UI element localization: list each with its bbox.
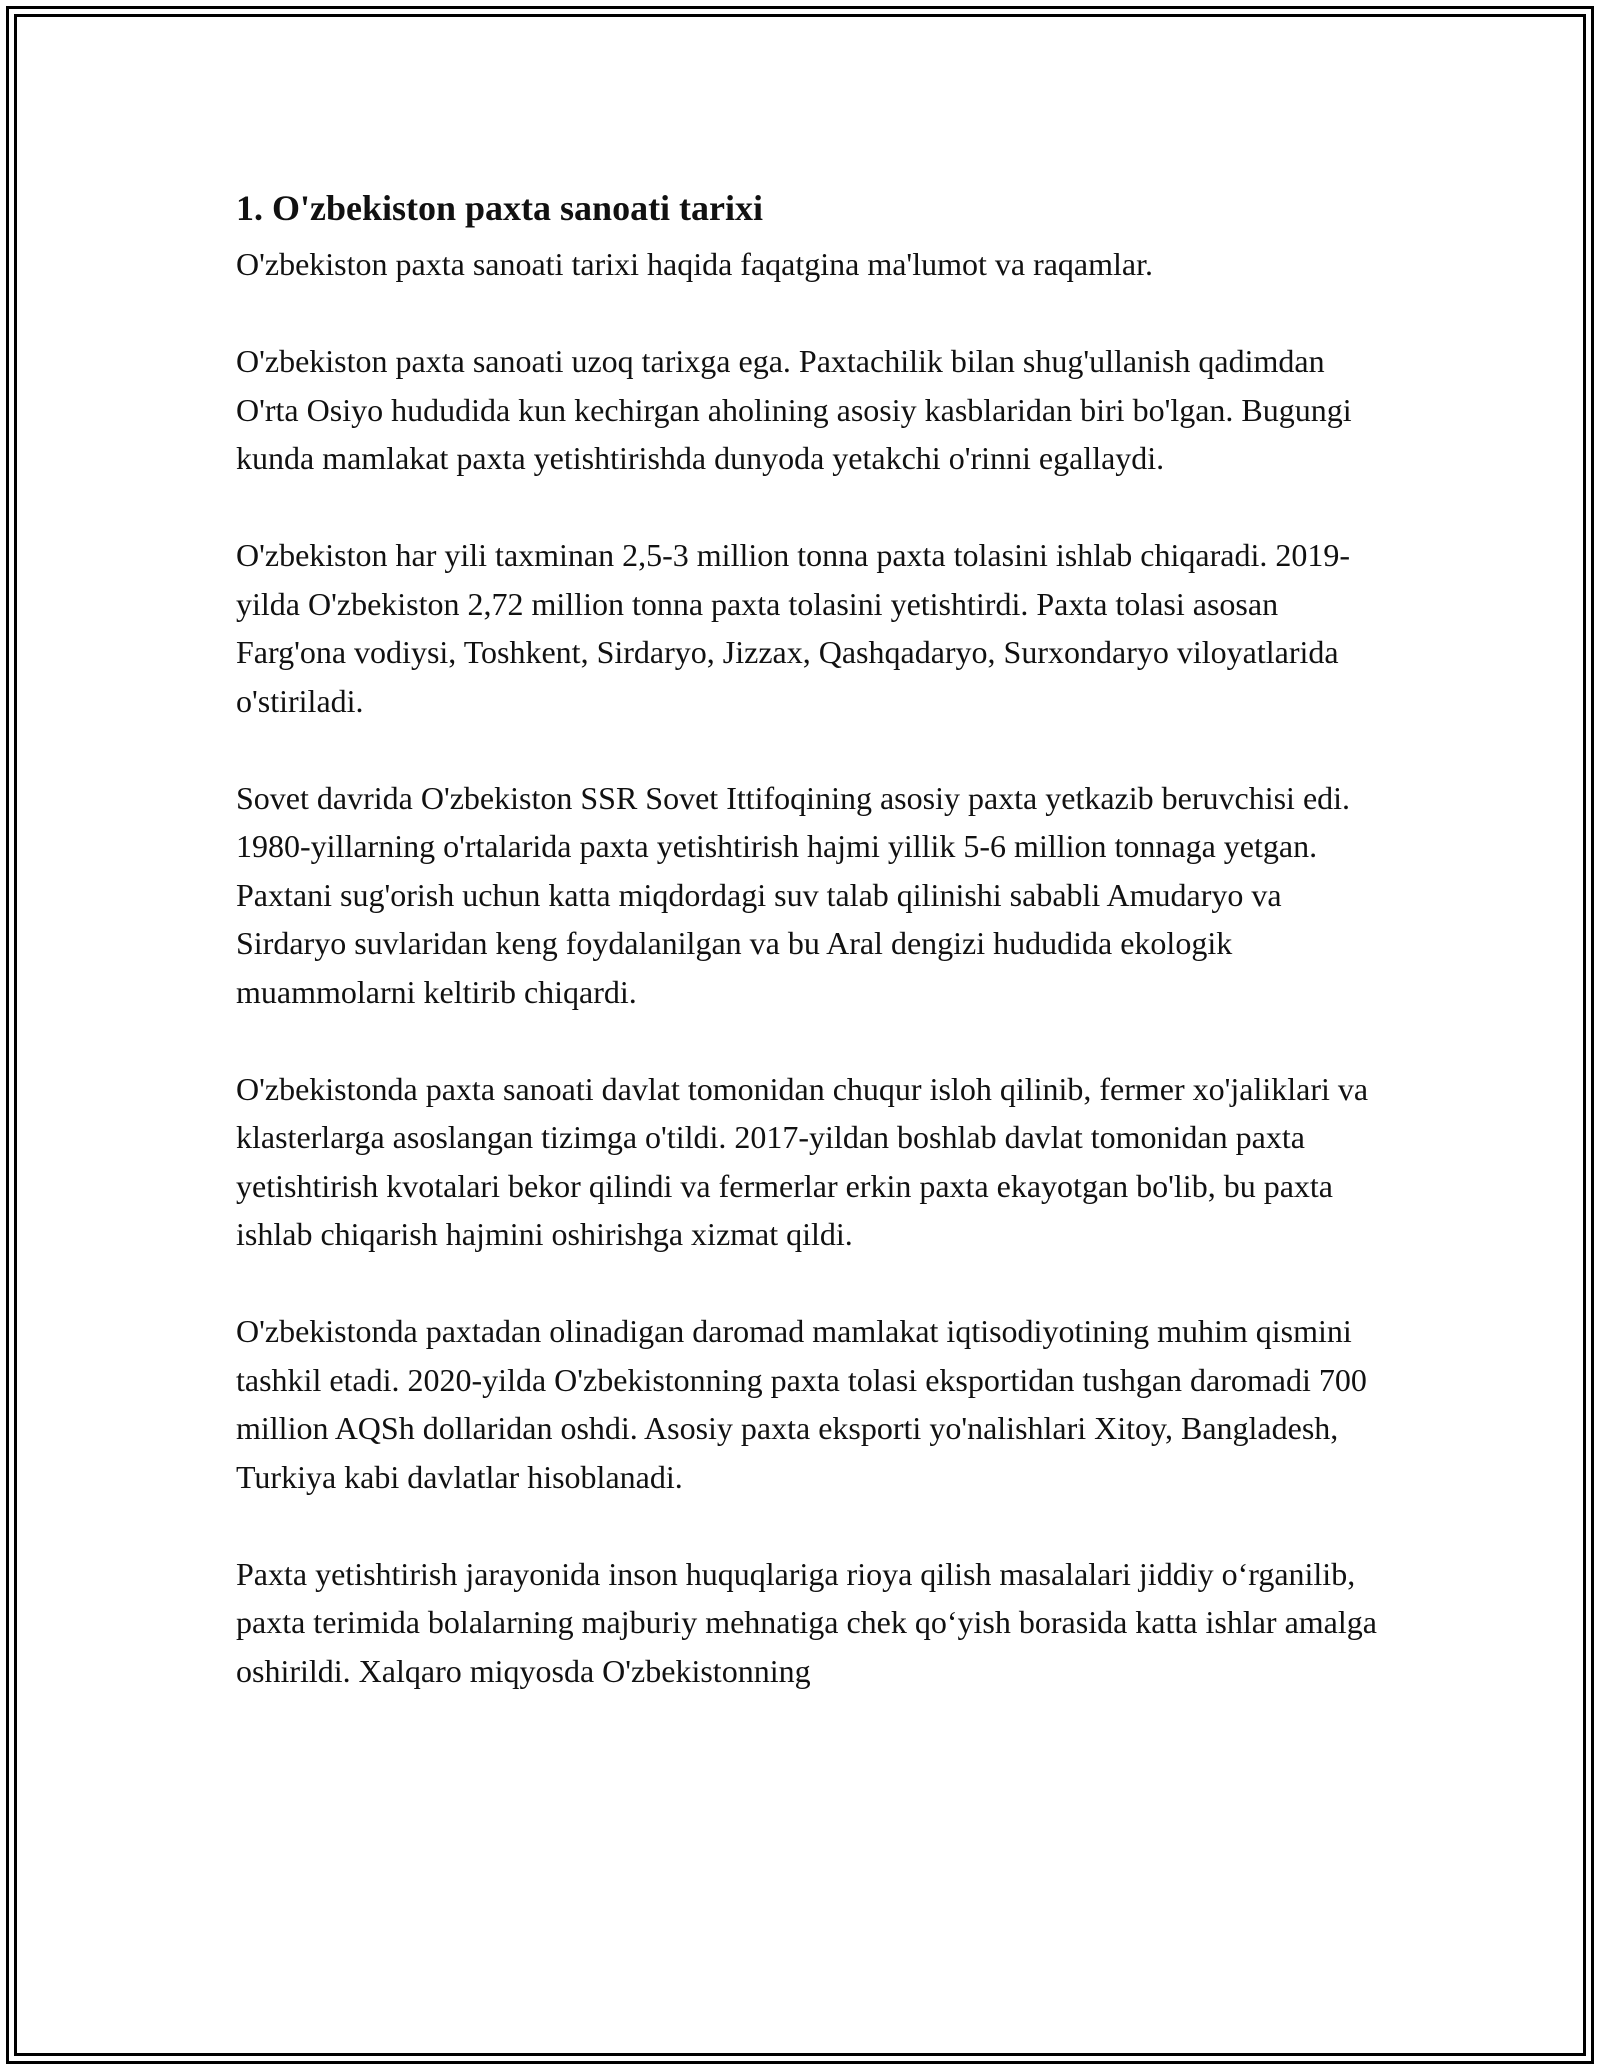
paragraph-intro: O'zbekiston paxta sanoati tarixi haqida faqatgina ma'lumot va raqamlar. <box>236 246 1153 282</box>
paragraph-production: O'zbekiston har yili taxminan 2,5-3 million tonna paxta tolasini ishlab chiqaradi. 2019-yilda O'zbekiston 2,72 million tonna paxta tolasini yetishtirdi. Paxta tolasi asosan Farg'ona vodiysi, Toshkent, Sirdaryo, Jizzax, Qashqadaryo, Surxondaryo viloyatlarida o'stiriladi. <box>236 537 1350 719</box>
document-body <box>236 186 1386 1744</box>
paragraph-reforms: O'zbekistonda paxta sanoati davlat tomonidan chuqur isloh qilinib, fermer xo'jaliklari va klasterlarga asoslangan tizimga o'tildi. 2017-yildan boshlab davlat tomonidan paxta yetishtirish kvotalari bekor qilindi va fermerlar erkin paxta ekayotgan bo'lib, bu paxta ishlab chiqarish hajmini oshirishga xizmat qildi. <box>236 1070 1369 1252</box>
paragraph-human-rights: Paxta yetishtirish jarayonida inson huquqlariga rioya qilish masalalari jiddiy o‘rganilib, paxta terimida bolalarning majburiy mehnatiga chek qo‘yish borasida katta ishlar amalga oshirildi. Xalqaro miqyosda O'zbekistonning <box>236 1555 1377 1689</box>
paragraph-history: O'zbekiston paxta sanoati uzoq tarixga ega. Paxtachilik bilan shug'ullanish qadimdan O'rta Osiyo hududida kun kechirgan aholining asosiy kasblaridan biri bo'lgan. Bugungi kunda mamlakat paxta yetishtirishda dunyoda yetakchi o'rinni egallaydi. <box>236 343 1352 476</box>
paragraph-soviet-era: Sovet davrida O'zbekiston SSR Sovet Ittifoqining asosiy paxta yetkazib beruvchisi edi. 1980-yillarning o'rtalarida paxta yetishtirish hajmi yillik 5-6 million tonnaga yetgan. Paxtani sug'orish uchun katta miqdordagi suv talab qilinishi sababli Amudaryo va Sirdaryo suvlaridan keng foydalanilgan va bu Aral dengizi hududida ekologik muammolarni keltirib chiqardi. <box>236 779 1351 1010</box>
section-title: 1. O'zbekiston paxta sanoati tarixi <box>236 188 764 228</box>
paragraph-export: O'zbekistonda paxtadan olinadigan daromad mamlakat iqtisodiyotining muhim qismini tashkil etadi. 2020-yilda O'zbekistonning paxta tolasi eksportidan tushgan daromadi 700 million AQSh dollaridan oshdi. Asosiy paxta eksporti yo'nalishlari Xitoy, Bangladesh, Turkiya kabi davlatlar hisoblanadi. <box>236 1313 1367 1495</box>
